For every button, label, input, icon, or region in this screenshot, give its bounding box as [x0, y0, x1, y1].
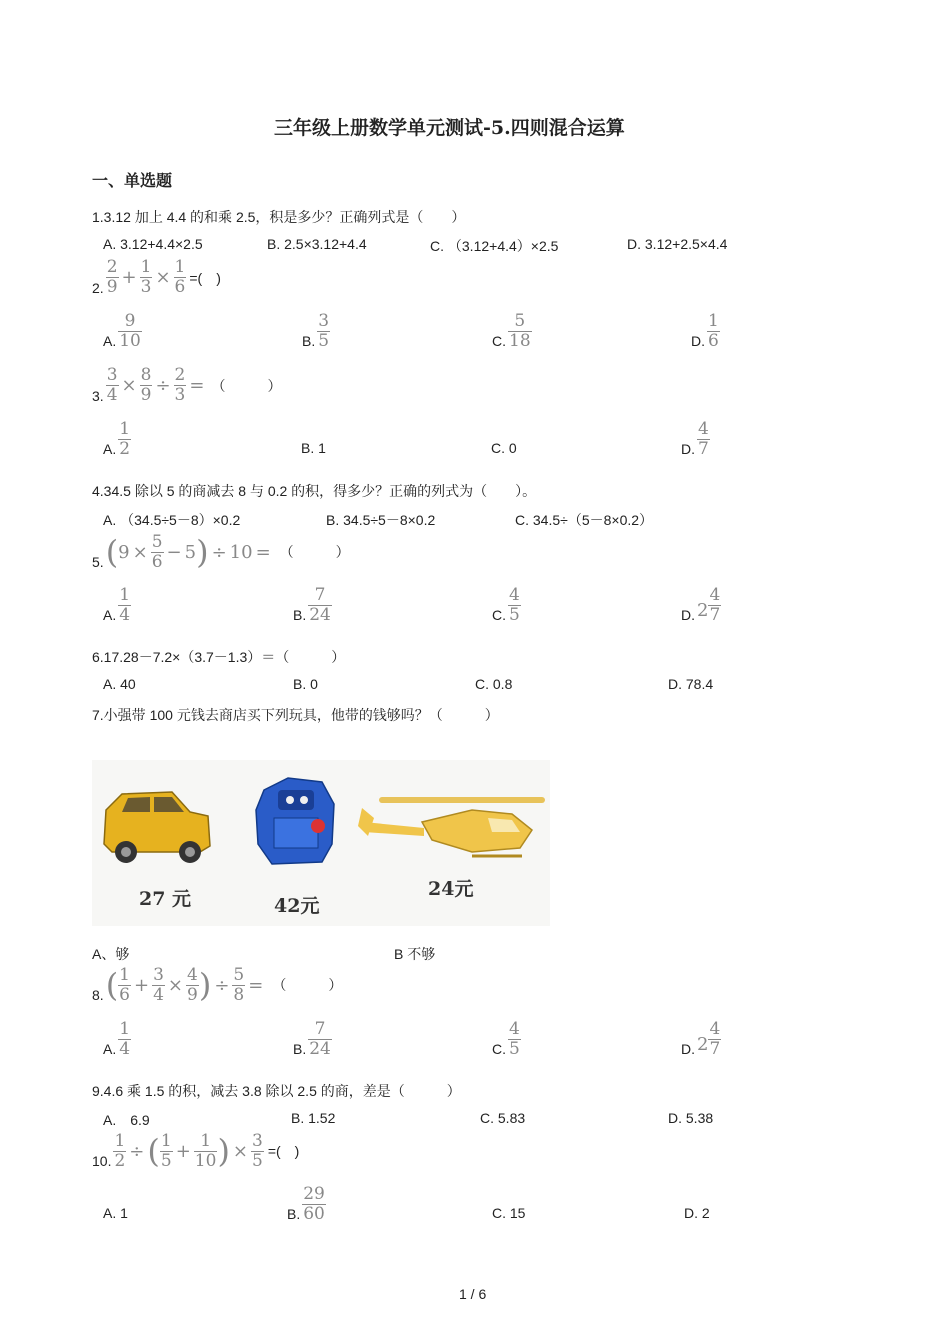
toys-image [92, 760, 550, 926]
q10-option-d[interactable]: D. 2 [684, 1205, 710, 1221]
q5-option-d[interactable]: D. 2 $\frac{4}{7}$ [681, 585, 721, 625]
q8-option-c[interactable]: C. $\frac{4}{5}$ [492, 1019, 520, 1059]
q6-option-b[interactable]: B. 0 [293, 676, 318, 692]
q3-option-d[interactable]: D. $\frac{4}{7}$ [681, 419, 709, 459]
q9-option-d[interactable]: D. 5.38 [668, 1110, 714, 1126]
q4-option-c[interactable]: C. 34.5÷（5－8×0.2） [515, 512, 654, 528]
question-2: 2. $\frac{2}{9}$ + $\frac{1}{3}$ × $\frac{1}{6}$ =( ) [92, 257, 221, 297]
page-title: 三年级上册数学单元测试-5.四则混合运算 [274, 117, 625, 139]
q8-option-a[interactable]: A. $\frac{1}{4}$ [103, 1019, 131, 1059]
q2-number: 2. [92, 279, 104, 296]
page-number: 1 / 6 [459, 1286, 487, 1302]
q7-option-a[interactable]: A、够 [92, 946, 130, 962]
toy-car-icon [104, 792, 210, 863]
q2-option-c[interactable]: C. $\frac{5}{18}$ [492, 311, 531, 351]
question-6-text: 6.17.28－7.2×（3.7－1.3）＝（ ） [92, 649, 346, 665]
q2-fraction-2: $\frac{1}{3}$ [140, 257, 152, 297]
price-helicopter: 24元 [428, 878, 474, 900]
q2-fraction-1: $\frac{2}{9}$ [106, 257, 118, 297]
toy-helicopter-icon [358, 800, 542, 856]
q8-option-b[interactable]: B. $\frac{7}{24}$ [293, 1019, 331, 1059]
q1-option-d[interactable]: D. 3.12+2.5×4.4 [627, 236, 728, 252]
q5-option-a[interactable]: A. $\frac{1}{4}$ [103, 585, 131, 625]
q9-option-b[interactable]: B. 1.52 [291, 1110, 336, 1126]
q4-option-a[interactable]: A. （34.5÷5－8）×0.2 [103, 512, 241, 528]
q2-option-b[interactable]: B. $\frac{3}{5}$ [302, 311, 330, 351]
q1-option-b[interactable]: B. 2.5×3.12+4.4 [267, 236, 367, 252]
q3-option-c[interactable]: C. 0 [491, 440, 517, 456]
q6-option-a[interactable]: A. 40 [103, 676, 136, 692]
q10-option-a[interactable]: A. 1 [103, 1205, 128, 1221]
q10-option-b[interactable]: B. $\frac{29}{60}$ [287, 1184, 325, 1224]
q2-option-a[interactable]: A. $\frac{9}{10}$ [103, 311, 141, 351]
question-1-text: 1.3.12 加上 4.4 的和乘 2.5，积是多少？正确列式是（ ） [92, 209, 466, 225]
q10-option-c[interactable]: C. 15 [492, 1205, 526, 1221]
q2-tail: =( ) [189, 269, 221, 286]
question-10: 10. $\frac{1}{2}$ ÷ ( $\frac{1}{5}$ + $\frac{1}{10}$ ) × $\frac{3}{5}$ =( ) [92, 1130, 300, 1171]
q7-option-b[interactable]: B 不够 [394, 946, 436, 962]
q1-option-c[interactable]: C. （3.12+4.4）×2.5 [430, 238, 559, 254]
toy-robot-icon [256, 778, 334, 864]
q8-option-d[interactable]: D. 2 $\frac{4}{7}$ [681, 1019, 721, 1059]
q5-option-c[interactable]: C. $\frac{4}{5}$ [492, 585, 520, 625]
q9-option-a[interactable]: A. 6.9 [103, 1112, 150, 1128]
price-robot: 42元 [274, 895, 320, 917]
q1-option-a[interactable]: A. 3.12+4.4×2.5 [103, 236, 203, 252]
section-heading: 一、单选题 [92, 171, 173, 190]
q3-option-a[interactable]: A. $\frac{1}{2}$ [103, 419, 131, 459]
question-7-text: 7.小强带 100 元钱去商店买下列玩具，他带的钱够吗？（ ） [92, 707, 499, 723]
question-4-text: 4.34.5 除以 5 的商减去 8 与 0.2 的积，得多少？正确的列式为（ ）。 [92, 483, 537, 499]
question-8: 8. ( $\frac{1}{6}$ + $\frac{3}{4}$ × $\frac{4}{9}$ ) ÷ $\frac{5}{8}$ = （ ） [92, 964, 343, 1005]
q2-fraction-3: $\frac{1}{6}$ [174, 257, 186, 297]
q6-option-d[interactable]: D. 78.4 [668, 676, 714, 692]
question-5: 5. ( 9 × $\frac{5}{6}$ − 5 ) ÷ 10 = （ ） [92, 531, 350, 572]
q2-option-d[interactable]: D. $\frac{1}{6}$ [691, 311, 719, 351]
q3-option-b[interactable]: B. 1 [301, 440, 326, 456]
price-car: 27 元 [139, 888, 192, 910]
q6-option-c[interactable]: C. 0.8 [475, 676, 513, 692]
question-3: 3. $\frac{3}{4}$ × $\frac{8}{9}$ ÷ $\frac{2}{3}$ = （ ） [92, 365, 282, 405]
question-9-text: 9.4.6 乘 1.5 的积，减去 3.8 除以 2.5 的商，差是（ ） [92, 1083, 461, 1099]
q9-option-c[interactable]: C. 5.83 [480, 1110, 526, 1126]
q5-option-b[interactable]: B. $\frac{7}{24}$ [293, 585, 331, 625]
q4-option-b[interactable]: B. 34.5÷5－8×0.2 [326, 512, 436, 528]
